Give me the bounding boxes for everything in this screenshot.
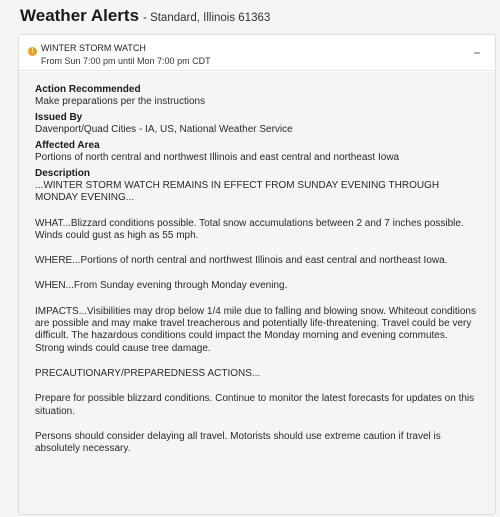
- page-header: [20, 6, 270, 26]
- description-paragraph: ...WINTER STORM WATCH REMAINS IN EFFECT FROM SUNDAY EVENING THROUGH MONDAY EVENING...: [35, 180, 440, 204]
- issued-value: Davenport/Quad Cities - IA, US, National Weather Service: [35, 124, 293, 135]
- description-label: Description: [35, 168, 91, 179]
- page-title: Weather Alerts: [20, 6, 140, 25]
- alert-body: [19, 72, 495, 514]
- area-label: Affected Area: [35, 140, 100, 151]
- alert-icon: !: [28, 47, 37, 56]
- alert-time-range: From Sun 7:00 pm until Mon 7:00 pm CDT: [41, 56, 211, 66]
- collapse-button[interactable]: −: [473, 46, 481, 60]
- issued-label: Issued By: [35, 112, 83, 123]
- area-value: Portions of north central and northwest Illinois and east central and northeast Iowa: [35, 152, 400, 163]
- description-paragraph: WHERE...Portions of north central and northwest Illinois and east central and northeast Iowa.: [35, 255, 448, 267]
- action-value: Make preparations per the instructions: [35, 96, 206, 107]
- description-paragraph: Prepare for possible blizzard conditions. Continue to monitor the latest forecasts for updates on this situation.: [35, 393, 475, 417]
- description-paragraph: WHEN...From Sunday evening through Monday evening.: [35, 280, 288, 292]
- alert-header[interactable]: [19, 35, 495, 71]
- action-label: Action Recommended: [35, 84, 141, 95]
- description-paragraph: Persons should consider delaying all travel. Motorists should use extreme caution if travel is absolutely necessary.: [35, 430, 441, 455]
- alert-name: WINTER STORM WATCH: [41, 43, 146, 53]
- description-paragraph: IMPACTS...Visibilities may drop below 1/4 mile due to falling and blowing snow. Whiteout conditions are possible and may make travel treacherous and potentially life-threatening. Travel could be very difficult. The hazardous conditions could impact the Monday morning and evening commutes. Strong winds could cause tree damage.: [35, 305, 476, 354]
- alert-card: [18, 34, 496, 515]
- description-paragraph: PRECAUTIONARY/PREPAREDNESS ACTIONS...: [35, 367, 261, 379]
- description-paragraph: WHAT...Blizzard conditions possible. Total snow accumulations between 2 and 7 inches possible. Winds could gust as high as 55 mph.: [35, 217, 464, 241]
- location-label: - Standard, Illinois 61363: [143, 12, 271, 24]
